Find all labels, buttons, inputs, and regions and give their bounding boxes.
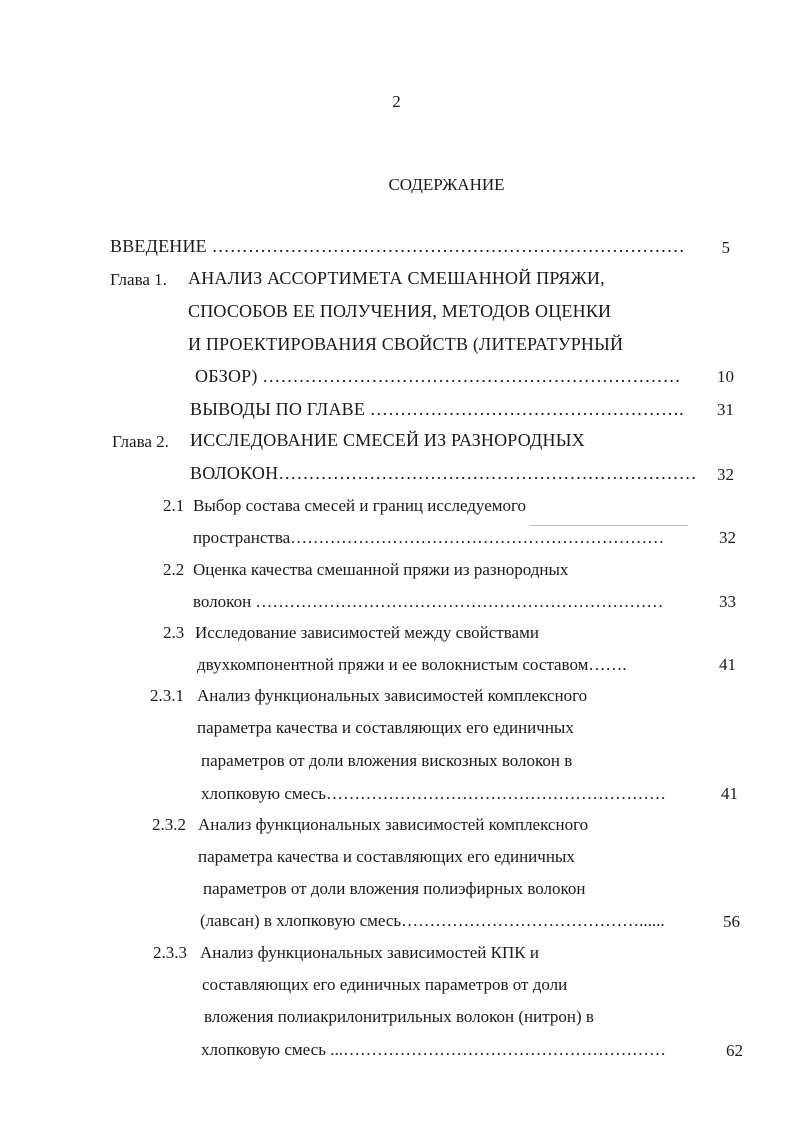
- toc-s231-line3: параметров от доли вложения вискозных волокон в: [201, 751, 573, 770]
- toc-s232-line3: параметров от доли вложения полиэфирных волокон: [203, 879, 586, 898]
- toc-s233-num: 2.3.3: [153, 943, 187, 962]
- toc-ch2-page: 32: [717, 465, 734, 484]
- toc-s22-num: 2.2: [163, 560, 185, 579]
- toc-s231-line2: параметра качества и составляющих его единичных: [197, 718, 574, 737]
- toc-ch2-line1: ИССЛЕДОВАНИЕ СМЕСЕЙ ИЗ РАЗНОРОДНЫХ: [190, 430, 585, 450]
- toc-s22-line2: волокон ………………………………………………………………: [193, 592, 664, 611]
- toc-ch1-summary: ВЫВОДЫ ПО ГЛАВЕ …………………………………………….: [190, 399, 684, 419]
- toc-s231-line4: хлопковую смесь……………………………………………………: [201, 784, 666, 803]
- toc-intro-page: 5: [721, 238, 730, 257]
- toc-ch1-line1: АНАЛИЗ АССОРТИМЕТА СМЕШАННОЙ ПРЯЖИ,: [188, 268, 605, 288]
- toc-s21-line2: пространства…………………………………………………………: [193, 528, 665, 547]
- toc-s232-line2: параметра качества и составляющих его единичных: [198, 847, 575, 866]
- toc-s21-line1: Выбор состава смесей и границ исследуемого: [193, 496, 527, 515]
- toc-s233-line3: вложения полиакрилонитрильных волокон (нитрон) в: [204, 1007, 594, 1026]
- toc-s233-line2: составляющих его единичных параметров от доли: [202, 975, 568, 994]
- toc-ch1-line4: ОБЗОР) ……………………………………………………………: [195, 366, 681, 386]
- toc-s21-num: 2.1: [163, 496, 185, 515]
- page-number: 2: [392, 92, 401, 111]
- toc-ch1-line2: СПОСОБОВ ЕЕ ПОЛУЧЕНИЯ, МЕТОДОВ ОЦЕНКИ: [188, 301, 612, 321]
- toc-s233-line1: Анализ функциональных зависимостей КПК и: [200, 943, 539, 962]
- toc-ch1-summary-page: 31: [717, 400, 734, 419]
- toc-s231-page: 41: [721, 784, 738, 803]
- scan-smudge: [530, 525, 688, 526]
- toc-s231-line1: Анализ функциональных зависимостей комплексного: [197, 686, 588, 705]
- toc-s22-page: 33: [719, 592, 736, 611]
- toc-s232-page: 56: [723, 912, 740, 931]
- toc-s233-line4: хлопковую смесь ...…………………………………………………: [201, 1040, 666, 1059]
- toc-s21-page: 32: [719, 528, 736, 547]
- toc-s232-line1: Анализ функциональных зависимостей комплексного: [198, 815, 589, 834]
- toc-ch2-line2: ВОЛОКОН……………………………………………………………: [190, 463, 697, 483]
- toc-ch1-label: Глава 1.: [110, 270, 167, 289]
- page-title: СОДЕРЖАНИЕ: [388, 175, 505, 194]
- toc-ch2-label: Глава 2.: [112, 432, 169, 451]
- toc-ch1-line3: И ПРОЕКТИРОВАНИЯ СВОЙСТВ (ЛИТЕРАТУРНЫЙ: [188, 334, 624, 354]
- toc-intro: ВВЕДЕНИЕ ……………………………………………………………………: [110, 236, 685, 256]
- toc-s233-page: 62: [726, 1041, 743, 1060]
- toc-s23-num: 2.3: [163, 623, 185, 642]
- toc-s23-line1: Исследование зависимостей между свойствами: [195, 623, 539, 642]
- toc-s231-num: 2.3.1: [150, 686, 184, 705]
- toc-s23-page: 41: [719, 655, 736, 674]
- toc-s232-num: 2.3.2: [152, 815, 186, 834]
- toc-s22-line1: Оценка качества смешанной пряжи из разнородных: [193, 560, 569, 579]
- toc-ch1-page: 10: [717, 367, 734, 386]
- toc-s23-line2: двухкомпонентной пряжи и ее волокнистым составом…….: [197, 655, 627, 674]
- toc-s232-line4: (лавсан) в хлопковую смесь……………………………………......: [200, 911, 665, 930]
